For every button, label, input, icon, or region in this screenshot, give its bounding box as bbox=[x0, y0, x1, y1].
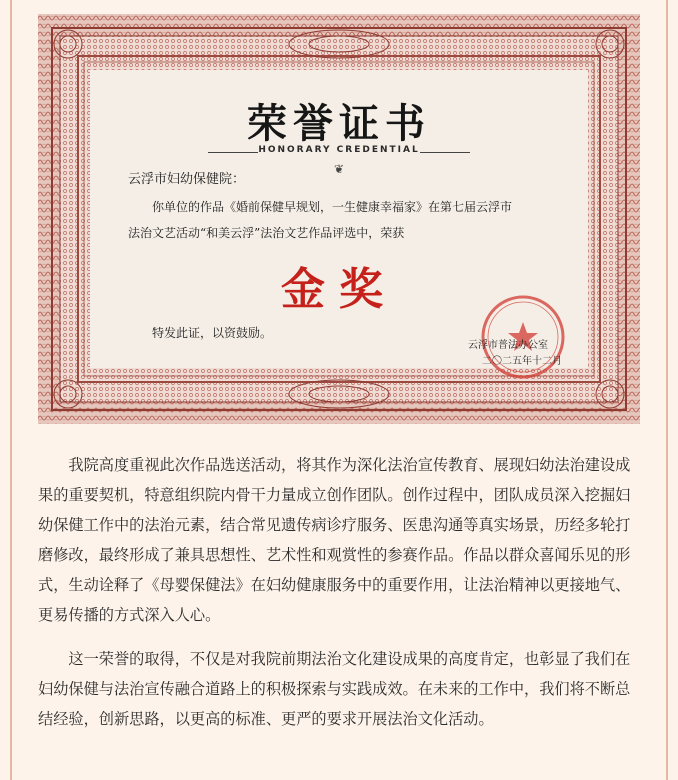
ornament-divider: ❦ bbox=[333, 162, 345, 176]
subtitle-rule-left bbox=[208, 152, 258, 153]
article-paragraph-2: 这一荣誉的取得，不仅是对我院前期法治文化建设成果的高度肯定，也彰显了我们在妇幼保健与法治宣传融合道路上的积极探索与实践成效。在未来的工作中，我们将不断总结经验，创新思路，以更高的标准、更严的要求开展法治文化活动。 bbox=[38, 650, 631, 728]
left-border-line bbox=[10, 0, 12, 780]
right-border-line bbox=[666, 0, 668, 780]
certificate-closing: 特发此证，以资鼓励。 bbox=[152, 326, 273, 340]
subtitle-rule-right bbox=[420, 152, 470, 153]
certificate-title: 荣誉证书 bbox=[247, 101, 431, 147]
certificate-issuer: 云浮市普法办公室 bbox=[468, 340, 548, 351]
certificate-body-line-1: 你单位的作品《婚前保健早规划，一生健康幸福家》在第七届云浮市 bbox=[152, 200, 513, 214]
article-text bbox=[38, 450, 644, 748]
certificate-date: 二〇二五年十二月 bbox=[482, 356, 562, 367]
certificate-image bbox=[38, 14, 640, 424]
certificate-subtitle: HONORARY CREDENTIAL bbox=[258, 145, 420, 155]
certificate-recipient: 云浮市妇幼保健院： bbox=[128, 172, 246, 187]
article-paragraph-1: 我院高度重视此次作品选送活动，将其作为深化法治宣传教育、展现妇幼法治建设成果的重要契机，特意组织院内骨干力量成立创作团队。创作过程中，团队成员深入挖掘妇幼保健工作中的法治元素，结合常见遗传病诊疗服务、医患沟通等真实场景，历经多轮打磨修改，最终形成了兼具思想性、艺术性和观赏性的参赛作品。作品以群众喜闻乐见的形式，生动诠释了《母婴保健法》在妇幼健康服务中的重要作用，让法治精神以更接地气、更易传播的方式深入人心。 bbox=[38, 456, 631, 624]
certificate-body bbox=[90, 70, 588, 368]
award-title: 金奖 bbox=[281, 264, 397, 315]
certificate-body-line-2: 法治文艺活动“和美云浮”法治文艺作品评选中，荣获 bbox=[128, 226, 405, 240]
